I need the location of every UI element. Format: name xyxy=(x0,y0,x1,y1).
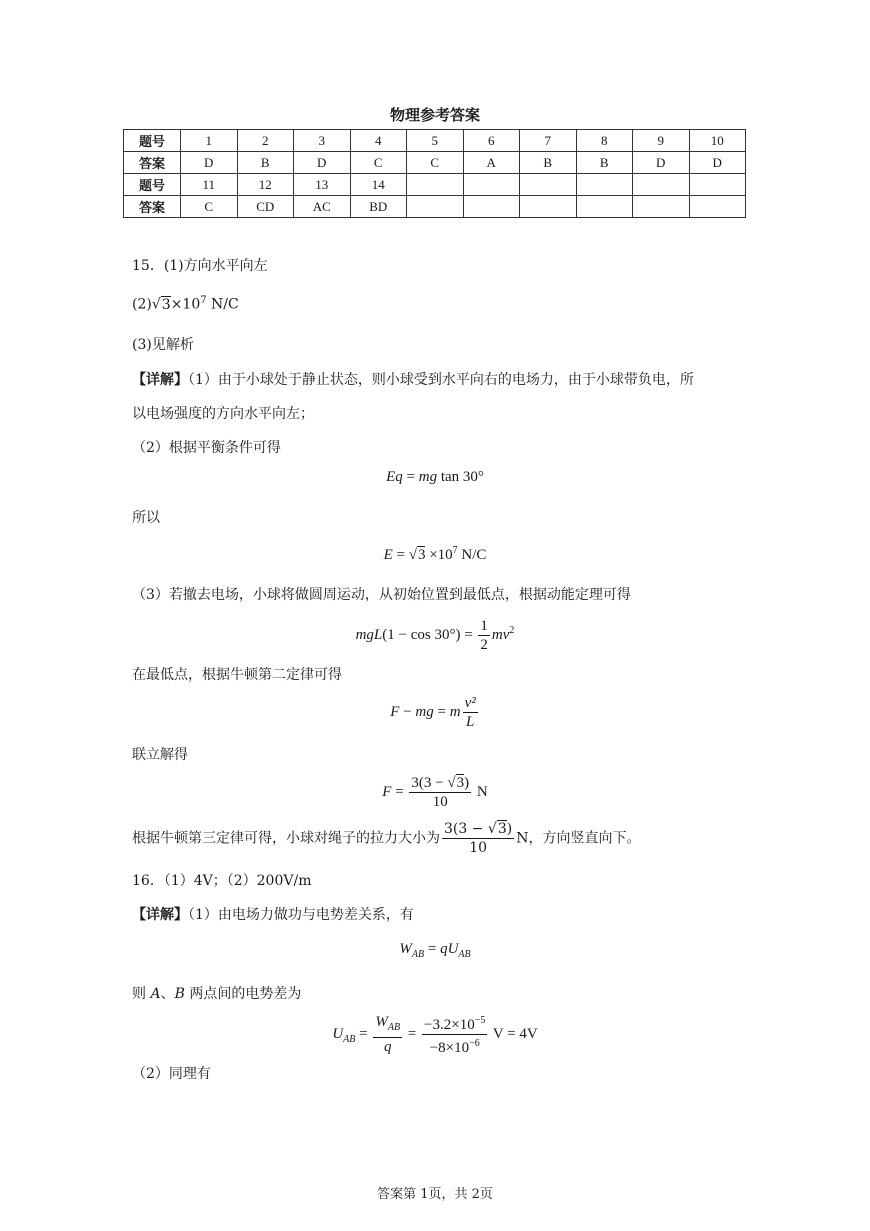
sqrt-radicand: 3 xyxy=(497,821,507,837)
q15-answer-2: $(2)√3\times 10^7$ N/C xyxy=(132,295,239,313)
table-cell: 11 xyxy=(181,174,238,196)
numerator-part: 3(3 − xyxy=(444,821,488,837)
table-row xyxy=(124,196,746,218)
numerator: v² xyxy=(464,695,476,711)
eq-op: = xyxy=(424,941,441,957)
subscript: AB xyxy=(458,949,471,960)
eq-term: Eq xyxy=(386,469,403,485)
numerator: 3(3 − √3) xyxy=(444,821,513,837)
q15-a2-times: ×10 xyxy=(170,296,201,313)
table-cell: B xyxy=(237,152,294,174)
table-cell: 8 xyxy=(576,130,633,152)
table-cell: D xyxy=(633,152,690,174)
eq-op: = xyxy=(355,1025,372,1042)
lianli-text: 联立解得 xyxy=(132,747,188,763)
eq-term: mg xyxy=(418,469,438,485)
equation-3 xyxy=(0,617,870,654)
numerator xyxy=(422,1012,487,1035)
sqrt-radicand: 3 xyxy=(161,296,171,313)
eq-op: − xyxy=(399,703,416,720)
table-cell: D xyxy=(689,152,746,174)
table-cell: 1 xyxy=(181,130,238,152)
table-cell xyxy=(689,174,746,196)
q15-detail-4: 在最低点，根据牛顿第二定律可得 xyxy=(132,667,342,683)
table-cell: 10 xyxy=(689,130,746,152)
detail-text: （1）由于小球处于静止状态，则小球受到水平向右的电场力，由于小球带负电，所 xyxy=(188,372,694,388)
table-header-cell: 题号 xyxy=(124,130,181,152)
sqrt-radicand: 3 xyxy=(417,547,426,563)
point-label: B xyxy=(174,986,185,1002)
fraction xyxy=(463,694,478,731)
table-cell: B xyxy=(576,152,633,174)
exponent: 7 xyxy=(200,295,207,306)
eq-term: mg xyxy=(415,703,434,720)
table-row xyxy=(124,152,746,174)
table-cell xyxy=(463,174,520,196)
q15-detail-2: （2）根据平衡条件可得 xyxy=(132,440,281,456)
denominator-part: −8×10 xyxy=(429,1040,470,1056)
eq-term: mv xyxy=(491,626,510,643)
table-cell xyxy=(407,196,464,218)
q15-detail-5 xyxy=(132,820,640,857)
table-cell: C xyxy=(181,196,238,218)
table-cell: 2 xyxy=(237,130,294,152)
table-header-cell: 题号 xyxy=(124,174,181,196)
table-cell: D xyxy=(294,152,351,174)
denominator: L xyxy=(465,714,475,730)
equation-7 xyxy=(0,1012,870,1057)
eq-term: m xyxy=(449,703,461,720)
table-cell: 12 xyxy=(237,174,294,196)
table-cell xyxy=(407,174,464,196)
q15-detail-3: （3）若撤去电场，小球将做圆周运动，从初始位置到最低点，根据动能定理可得 xyxy=(132,587,631,603)
equation-5 xyxy=(0,774,870,811)
q15-answer-3: (3)见解析 xyxy=(132,337,194,353)
unit: N/C xyxy=(206,296,239,313)
q16-answer: 16．（1）4V；（2）200V/m xyxy=(132,873,312,889)
detail-text: 两点间的电势差为 xyxy=(184,986,302,1002)
eq-term: U xyxy=(332,1025,344,1042)
table-cell xyxy=(576,174,633,196)
table-cell xyxy=(689,196,746,218)
fraction xyxy=(422,1012,487,1057)
denominator: 10 xyxy=(432,794,448,810)
eq-op: = xyxy=(402,469,419,485)
table-cell: C xyxy=(350,152,407,174)
table-cell: 13 xyxy=(294,174,351,196)
exponent: −5 xyxy=(474,1015,486,1026)
page-footer: 答案第 1页，共 2页 xyxy=(377,1187,493,1202)
q16-detail-2 xyxy=(132,983,301,1003)
exponent: 2 xyxy=(509,624,515,636)
table-cell xyxy=(520,196,577,218)
numerator-part: ) xyxy=(464,775,470,791)
equation-2: $E = √3 \times 10^7$ N/C xyxy=(383,545,487,563)
table-header-cell: 答案 xyxy=(124,152,181,174)
q16-detail-3: （2）同理有 xyxy=(132,1066,211,1082)
table-row xyxy=(124,130,746,152)
fraction xyxy=(442,820,514,857)
numerator-part: W xyxy=(375,1014,388,1030)
eq-term: (1 − cos 30°) = xyxy=(382,626,477,643)
table-cell: C xyxy=(407,152,464,174)
table-cell: AC xyxy=(294,196,351,218)
eq-term: F xyxy=(390,703,400,720)
table-cell: BD xyxy=(350,196,407,218)
subscript: AB xyxy=(343,1033,356,1045)
point-label: A xyxy=(150,986,161,1002)
table-cell: B xyxy=(520,152,577,174)
exponent: −6 xyxy=(469,1038,480,1049)
eq-op: = xyxy=(433,703,450,720)
table-cell: D xyxy=(181,152,238,174)
eq-term: mgL xyxy=(355,626,383,643)
detail-tag: 【详解】 xyxy=(132,372,188,388)
denominator: 2 xyxy=(480,637,488,653)
detail-text: 则 xyxy=(132,986,151,1002)
table-cell xyxy=(633,174,690,196)
eq-op: = xyxy=(404,1025,421,1042)
table-cell: 4 xyxy=(350,130,407,152)
denominator: q xyxy=(383,1039,392,1055)
table-cell: 7 xyxy=(520,130,577,152)
eq-term: E xyxy=(383,547,393,563)
fraction xyxy=(478,617,490,654)
suoyi-text: 所以 xyxy=(132,510,160,526)
eq-term: W xyxy=(399,941,412,957)
numerator: 1 xyxy=(480,618,488,634)
q15-detail-1b: 以电场强度的方向水平向左； xyxy=(132,406,314,422)
table-cell xyxy=(520,174,577,196)
q15-a2-prefix: (2) xyxy=(132,296,152,313)
equation-4 xyxy=(0,694,870,731)
fraction xyxy=(409,774,471,811)
table-cell xyxy=(463,196,520,218)
fraction xyxy=(373,1013,402,1056)
denominator xyxy=(422,1035,487,1057)
page-title: 物理参考答案 xyxy=(389,106,480,124)
numerator xyxy=(373,1013,402,1038)
eq-term: F xyxy=(382,783,392,800)
q15-answer-1: 15．(1)方向水平向左 xyxy=(132,258,268,274)
table-header-cell: 答案 xyxy=(124,196,181,218)
q16-detail-1 xyxy=(132,904,414,924)
eq-op: = xyxy=(391,783,408,800)
detail-text: （1）由电场力做功与电势差关系，有 xyxy=(188,907,414,923)
table-cell xyxy=(633,196,690,218)
table-cell: 9 xyxy=(633,130,690,152)
q15-detail-1 xyxy=(132,369,694,389)
subscript: AB xyxy=(411,949,425,960)
separator: 、 xyxy=(160,986,175,1002)
table-cell: CD xyxy=(237,196,294,218)
table-cell: 6 xyxy=(463,130,520,152)
table-row xyxy=(124,174,746,196)
table-cell xyxy=(576,196,633,218)
unit: N/C xyxy=(457,547,487,563)
detail-text: N，方向竖直向下。 xyxy=(516,830,641,847)
eq-term: qU xyxy=(440,941,459,957)
answer-table xyxy=(123,129,746,218)
table-cell: 5 xyxy=(407,130,464,152)
equation-1 xyxy=(0,469,870,486)
table-cell: A xyxy=(463,152,520,174)
numerator-part: −3.2×10 xyxy=(424,1017,475,1033)
detail-text: 根据牛顿第三定律可得，小球对绳子的拉力大小为 xyxy=(132,830,440,847)
numerator-part: ) xyxy=(506,821,513,837)
subscript: AB xyxy=(387,1022,401,1033)
equation-6 xyxy=(0,941,870,960)
sqrt-radicand: 3 xyxy=(456,775,465,791)
exponent: 7 xyxy=(452,545,458,556)
table-cell: 14 xyxy=(350,174,407,196)
eq-term: ×10 xyxy=(425,547,453,563)
table-cell: 3 xyxy=(294,130,351,152)
eq-term: tan 30° xyxy=(437,469,484,485)
eq-op: = xyxy=(392,547,409,563)
numerator: 3(3 − √3) xyxy=(411,775,470,791)
detail-tag: 【详解】 xyxy=(132,907,188,923)
numerator-part: 3(3 − xyxy=(411,775,448,791)
eq-term: V = 4V xyxy=(489,1025,538,1042)
denominator: 10 xyxy=(469,840,488,856)
unit: N xyxy=(473,783,488,800)
